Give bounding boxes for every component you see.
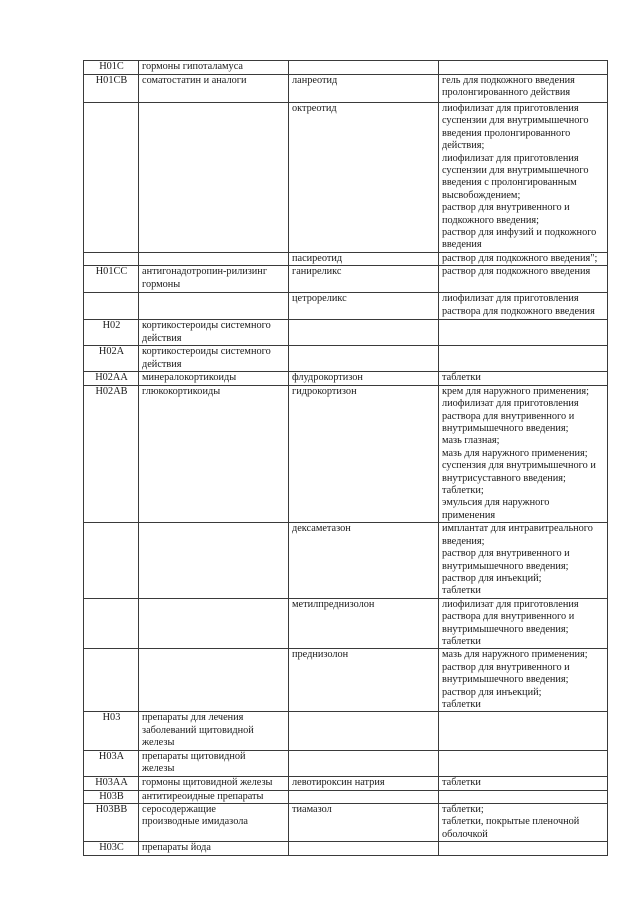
- dosage-form-line: раствор для инъекций;: [442, 686, 542, 698]
- table-row: [84, 842, 608, 856]
- dosage-form-line: таблетки: [442, 372, 481, 384]
- dosage-forms-cell: [439, 293, 608, 320]
- group-name-line: гормоны: [142, 278, 181, 290]
- dosage-forms-cell: [439, 320, 608, 346]
- group-name-cell: [139, 75, 289, 103]
- atc-code: H01CB: [95, 75, 128, 86]
- table-row: [84, 598, 608, 649]
- dosage-forms-cell: [439, 598, 608, 649]
- dosage-form-line: таблетки;: [442, 804, 484, 815]
- dosage-form-line: лиофилизат для приготовления: [442, 398, 579, 410]
- dosage-form-line: внутримышечного введения;: [442, 674, 569, 686]
- drug-name-line: дексаметазон: [292, 523, 351, 535]
- atc-code-cell: [84, 253, 139, 266]
- drug-name-cell: [289, 75, 439, 103]
- dosage-forms-cell: [439, 523, 608, 598]
- atc-code-cell: [84, 346, 139, 372]
- dosage-form-line: эмульсия для наружного: [442, 497, 550, 509]
- group-name-cell: [139, 103, 289, 253]
- dosage-form-line: введения: [442, 239, 482, 251]
- drug-name-cell: [289, 523, 439, 598]
- table-row: [84, 253, 608, 266]
- dosage-form-line: гель для подкожного введения: [442, 75, 575, 86]
- dosage-forms-cell: [439, 266, 608, 293]
- group-name-line: действия: [142, 332, 182, 344]
- dosage-form-line: суспензия для внутримышечного и: [442, 460, 596, 472]
- table-row: [84, 61, 608, 75]
- group-name-cell: [139, 842, 289, 856]
- dosage-form-line: таблетки: [442, 585, 481, 597]
- atc-code-cell: [84, 750, 139, 776]
- group-name-line: заболеваний щитовидной: [142, 724, 254, 736]
- group-name-cell: [139, 790, 289, 803]
- atc-code-cell: [84, 385, 139, 522]
- dosage-forms-cell: [439, 61, 608, 75]
- drug-name-cell: [289, 346, 439, 372]
- drug-name-cell: [289, 712, 439, 750]
- drug-name-cell: [289, 804, 439, 842]
- table-row: [84, 385, 608, 522]
- drug-name-cell: [289, 103, 439, 253]
- dosage-form-line: суспензии для внутримышечного: [442, 165, 589, 177]
- group-name-cell: [139, 253, 289, 266]
- table-row: [84, 776, 608, 790]
- drug-name-line: флудрокортизон: [292, 372, 363, 384]
- group-name-line: производные имидазола: [142, 816, 248, 828]
- table-row: [84, 750, 608, 776]
- atc-code: H03BB: [95, 804, 128, 815]
- drug-name-cell: [289, 293, 439, 320]
- group-name-line: антитиреоидные препараты: [142, 790, 264, 802]
- atc-code-cell: [84, 293, 139, 320]
- drug-name-cell: [289, 266, 439, 293]
- dosage-form-line: введения с пролонгированным: [442, 177, 577, 189]
- group-name-line: железы: [142, 737, 175, 749]
- dosage-form-line: мазь глазная;: [442, 435, 500, 447]
- dosage-form-line: имплантат для интравитреального: [442, 523, 593, 535]
- group-name-cell: [139, 804, 289, 842]
- table-row: [84, 649, 608, 712]
- dosage-form-line: подкожного введения;: [442, 214, 539, 226]
- drug-name-line: пасиреотид: [292, 253, 343, 264]
- group-name-line: железы: [142, 763, 175, 774]
- table-row: [84, 790, 608, 803]
- drug-name-line: гидрокортизон: [292, 385, 357, 397]
- group-name-cell: [139, 750, 289, 776]
- dosage-form-line: суспензии для внутримышечного: [442, 115, 589, 127]
- atc-code: H03: [102, 712, 121, 724]
- atc-code-cell: [84, 61, 139, 75]
- drug-name-cell: [289, 776, 439, 790]
- table-row: [84, 372, 608, 385]
- drug-name-cell: [289, 842, 439, 856]
- atc-code-cell: [84, 712, 139, 750]
- table-row: [84, 320, 608, 346]
- atc-code-cell: [84, 372, 139, 385]
- drug-name-line: метилпреднизолон: [292, 598, 375, 610]
- group-name-cell: [139, 346, 289, 372]
- dosage-form-line: таблетки: [442, 698, 481, 710]
- dosage-forms-cell: [439, 804, 608, 842]
- atc-code-cell: [84, 75, 139, 103]
- group-name-line: соматостатин и аналоги: [142, 75, 247, 86]
- dosage-form-line: раствора для внутривенного и: [442, 611, 575, 623]
- drug-name-line: ганиреликс: [292, 266, 342, 278]
- group-name-cell: [139, 372, 289, 385]
- group-name-line: кортикостероиды системного: [142, 320, 271, 332]
- dosage-forms-cell: [439, 776, 608, 790]
- group-name-cell: [139, 712, 289, 750]
- group-name-line: гормоны щитовидной железы: [142, 776, 273, 788]
- atc-code: H02AB: [95, 385, 128, 397]
- drug-name-line: тиамазол: [292, 804, 332, 815]
- drug-name-cell: [289, 649, 439, 712]
- atc-code-cell: [84, 266, 139, 293]
- dosage-form-line: лиофилизат для приготовления: [442, 103, 579, 114]
- atc-code: H03AA: [95, 776, 128, 788]
- drug-name-cell: [289, 790, 439, 803]
- dosage-form-line: применения: [442, 509, 496, 521]
- dosage-form-line: лиофилизат для приготовления: [442, 152, 579, 164]
- drug-name-cell: [289, 598, 439, 649]
- group-name-cell: [139, 385, 289, 522]
- group-name-line: глюкокортикоиды: [142, 385, 221, 397]
- table-row: [84, 75, 608, 103]
- dosage-forms-cell: [439, 750, 608, 776]
- drug-name-line: октреотид: [292, 103, 337, 114]
- group-name-line: серосодержащие: [142, 804, 216, 815]
- dosage-forms-cell: [439, 372, 608, 385]
- atc-code: H02A: [98, 346, 125, 358]
- atc-code-cell: [84, 776, 139, 790]
- group-name-cell: [139, 598, 289, 649]
- table-row: [84, 266, 608, 293]
- atc-code-cell: [84, 598, 139, 649]
- dosage-form-line: таблетки: [442, 635, 481, 647]
- atc-code-cell: [84, 320, 139, 346]
- atc-code: H03A: [98, 750, 125, 762]
- dosage-form-line: раствор для внутривенного и: [442, 202, 570, 214]
- atc-code: H02AA: [95, 372, 128, 384]
- atc-code-cell: [84, 804, 139, 842]
- dosage-forms-cell: [439, 790, 608, 803]
- atc-code: H03C: [99, 842, 124, 854]
- dosage-form-line: внутримышечного введения;: [442, 423, 569, 435]
- dosage-forms-cell: [439, 346, 608, 372]
- dosage-form-line: раствора для подкожного введения: [442, 305, 595, 317]
- atc-code-cell: [84, 842, 139, 856]
- table-row: [84, 103, 608, 253]
- group-name-line: препараты для лечения: [142, 712, 244, 724]
- atc-code: H01C: [99, 61, 124, 72]
- dosage-form-line: раствор для подкожного введения";: [442, 253, 598, 264]
- dosage-form-line: мазь для наружного применения;: [442, 447, 588, 459]
- dosage-forms-cell: [439, 253, 608, 266]
- dosage-form-line: внутрисуставного введения;: [442, 472, 566, 484]
- atc-code: H01CC: [95, 266, 128, 278]
- drug-name-cell: [289, 372, 439, 385]
- dosage-form-line: лиофилизат для приготовления: [442, 598, 579, 610]
- group-name-line: минералокортикоиды: [142, 372, 237, 384]
- dosage-form-line: раствора для внутривенного и: [442, 410, 575, 422]
- group-name-cell: [139, 320, 289, 346]
- table-row: [84, 804, 608, 842]
- dosage-form-line: оболочкой: [442, 828, 488, 840]
- group-name-cell: [139, 266, 289, 293]
- dosage-form-line: введения пролонгированного: [442, 127, 571, 139]
- group-name-cell: [139, 293, 289, 320]
- dosage-form-line: таблетки, покрытые пленочной: [442, 816, 580, 828]
- dosage-forms-cell: [439, 385, 608, 522]
- drug-name-cell: [289, 320, 439, 346]
- dosage-form-line: мазь для наружного применения;: [442, 649, 588, 661]
- dosage-form-line: введения;: [442, 535, 485, 547]
- dosage-form-line: раствор для инфузий и подкожного: [442, 227, 597, 239]
- atc-code-cell: [84, 790, 139, 803]
- dosage-form-line: действия;: [442, 140, 485, 152]
- dosage-forms-cell: [439, 75, 608, 103]
- atc-code-cell: [84, 103, 139, 253]
- group-name-line: препараты йода: [142, 842, 211, 854]
- drug-name-line: левотироксин натрия: [292, 776, 385, 788]
- dosage-form-line: пролонгированного действия: [442, 87, 571, 99]
- group-name-line: гормоны гипоталамуса: [142, 61, 243, 72]
- dosage-forms-cell: [439, 649, 608, 712]
- drug-name-line: цетрореликс: [292, 293, 347, 305]
- table-row: [84, 523, 608, 598]
- atc-code: H02: [102, 320, 121, 332]
- table-row: [84, 346, 608, 372]
- drug-name-cell: [289, 253, 439, 266]
- group-name-cell: [139, 61, 289, 75]
- dosage-form-line: раствор для внутривенного и: [442, 661, 570, 673]
- dosage-forms-cell: [439, 712, 608, 750]
- drug-name-line: ланреотид: [292, 75, 338, 86]
- group-name-cell: [139, 776, 289, 790]
- dosage-form-line: высвобождением;: [442, 189, 521, 201]
- dosage-forms-cell: [439, 103, 608, 253]
- group-name-line: препараты щитовидной: [142, 750, 246, 762]
- dosage-form-line: крем для наружного применения;: [442, 385, 590, 397]
- drug-name-cell: [289, 750, 439, 776]
- group-name-line: действия: [142, 358, 182, 370]
- group-name-line: кортикостероиды системного: [142, 346, 271, 358]
- dosage-form-line: лиофилизат для приготовления: [442, 293, 579, 305]
- group-name-cell: [139, 523, 289, 598]
- drug-name-cell: [289, 385, 439, 522]
- group-name-line: антигонадотропин-рилизинг: [142, 266, 268, 278]
- atc-code-cell: [84, 649, 139, 712]
- dosage-form-line: внутримышечного введения;: [442, 560, 569, 572]
- group-name-cell: [139, 649, 289, 712]
- table-row: [84, 712, 608, 750]
- atc-code: H03B: [99, 790, 124, 802]
- drug-name-cell: [289, 61, 439, 75]
- dosage-form-line: раствор для подкожного введения: [442, 266, 591, 278]
- dosage-form-line: раствор для инъекций;: [442, 572, 542, 584]
- dosage-form-line: таблетки: [442, 776, 481, 788]
- drug-table-body: [84, 61, 608, 856]
- table-row: [84, 293, 608, 320]
- dosage-forms-cell: [439, 842, 608, 856]
- drug-list-table: [83, 60, 608, 856]
- drug-name-line: преднизолон: [292, 649, 349, 661]
- dosage-form-line: внутримышечного введения;: [442, 623, 569, 635]
- dosage-form-line: раствор для внутривенного и: [442, 548, 570, 560]
- dosage-form-line: таблетки;: [442, 485, 484, 497]
- atc-code-cell: [84, 523, 139, 598]
